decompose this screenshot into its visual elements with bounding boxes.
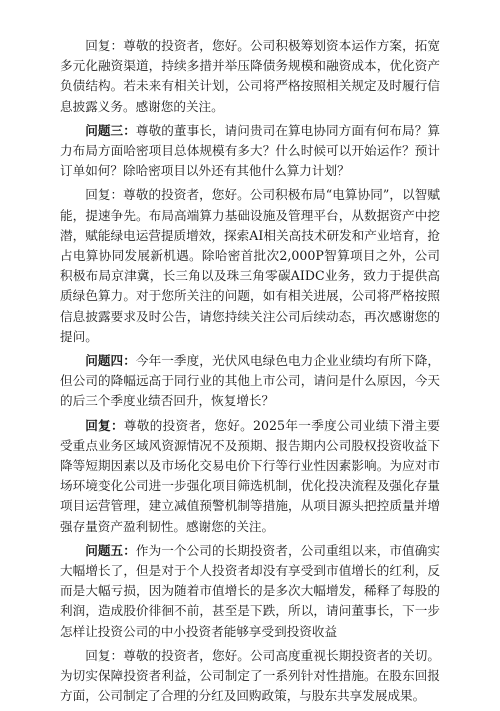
- paragraph-lead: 回复：: [85, 417, 124, 433]
- document-body: [60, 36, 440, 711]
- paragraph-text: 尊敬的董事长，请问贵司在算电协同方面有何布局？算力布局方面哈密项目总体规模有多大？什么时候可以开始运作？预计订单如何？除哈密项目以外还有其他什么算力计划？: [60, 122, 441, 179]
- paragraph-reply-5: [60, 646, 440, 707]
- paragraph-reply-financing: [60, 36, 440, 117]
- paragraph-lead: 回复：: [85, 38, 124, 53]
- paragraph-question-3: [60, 121, 440, 182]
- paragraph-text: 今年一季度，光伏风电绿色电力企业业绩均有所下降，但公司的降幅远高于同行业的其他上市公司，请问是什么原因，今天的后三个季度业绩否回升，恢复增长？: [60, 353, 441, 409]
- paragraph-text: 尊敬的投资者，您好。公司高度重视长期投资者的关切。为切实保障投资者利益，公司制定了一系列针对性措施。在股东回报方面，公司制定了合理的分红及回购政策，与股东共享发展成果。: [60, 647, 441, 704]
- paragraph-lead: 回复：: [85, 187, 124, 203]
- paragraph-text: 尊敬的投资者，您好。公司积极布局“电算协同”，以智赋能，提速争先。布局高端算力基础设施及管理平台，从数据资产中挖潜，赋能绿电运营提质增效，探索AI相关高技术研发和产业培育，抢占电算协同发展新机遇。除哈密首批次2,000P智算项目之外，公司积极布局京津冀，长三角以及珠三角零碳AIDC业务，致力于提供高质绿色算力。对于您所关注的问题，如有相关进展，公司将严格按照信息披露要求及时公告，请您持续关注公司后续动态，再次感谢您的提问。: [60, 187, 440, 344]
- paragraph-question-5: [60, 541, 440, 642]
- paragraph-lead: 问题五：: [85, 542, 136, 558]
- paragraph-reply-3: [60, 185, 440, 347]
- paragraph-text: 尊敬的投资者，您好。公司积极筹划资本运作方案，拓宽多元化融资渠道，持续多措并举压降债务规模和融资成本，优化资产负债结构。若未来有相关计划，公司将严格按照相关规定及时履行信息披露义务。感谢您的关注。: [60, 38, 441, 114]
- paragraph-question-4: [60, 351, 440, 412]
- paragraph-text: 作为一个公司的长期投资者，公司重组以来，市值确实大幅增长了，但是对于个人投资者却没有享受到市值增长的红利，反而是大幅亏损，因为随着市值增长的是多次大幅增发，稀释了每股的利润，造成股价徘徊不前，甚至是下跌，所以，请问董事长，下一步怎样让投资公司的中小投资者能够享受到投资收益: [60, 542, 441, 639]
- paragraph-lead: 问题四：: [85, 353, 136, 369]
- paragraph-text: 尊敬的投资者，您好。2025年一季度公司业绩下滑主要受重点业务区域风资源情况不及预期、报告期内公司股权投资收益下降等短期因素以及市场化交易电价下行等行业性因素影响。为应对市场环境变化公司进一步强化项目筛选机制，优化投决流程及强化存量项目运营管理，建立减值预警机制等措施，从项目源头把控质量并增强存量资产盈利韧性。感谢您的关注。: [60, 417, 440, 534]
- paragraph-lead: 问题三：: [85, 122, 136, 138]
- paragraph-reply-4: [60, 416, 440, 537]
- paragraph-lead: 回复：: [85, 647, 124, 663]
